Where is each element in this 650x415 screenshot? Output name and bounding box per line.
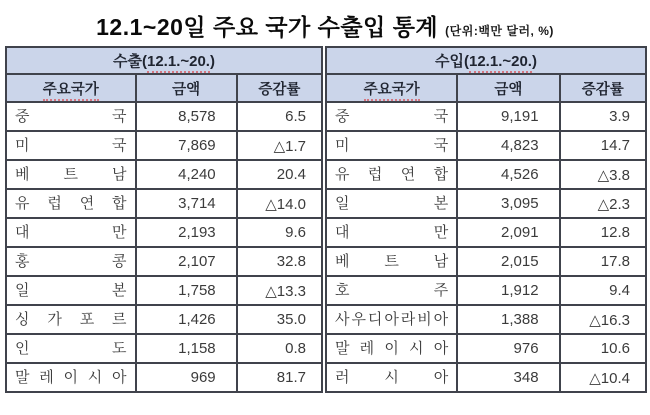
country-cell: 일 본: [6, 276, 136, 305]
amount-cell: 1,426: [136, 305, 237, 334]
import-table-body: [326, 102, 646, 392]
rate-cell: △1.7: [237, 131, 322, 160]
table-row: [6, 276, 322, 305]
country-cell: 사 우 디 아 라 비 아: [326, 305, 457, 334]
rate-cell: 14.7: [560, 131, 646, 160]
export-table-title-row: [6, 47, 322, 74]
table-row: [6, 334, 322, 363]
table-row: [326, 334, 646, 363]
amount-cell: 8,578: [136, 102, 237, 131]
rate-cell: △3.8: [560, 160, 646, 189]
country-cell: 베 트 남: [326, 247, 457, 276]
table-row: [326, 305, 646, 334]
table-row: [326, 160, 646, 189]
table-row: [326, 189, 646, 218]
amount-cell: 1,158: [136, 334, 237, 363]
amount-cell: 2,015: [457, 247, 559, 276]
rate-cell: 20.4: [237, 160, 322, 189]
col-header-country: 주요국가: [326, 74, 457, 102]
amount-cell: 7,869: [136, 131, 237, 160]
country-cell: 러 시 아: [326, 363, 457, 392]
table-row: [326, 276, 646, 305]
amount-cell: 4,526: [457, 160, 559, 189]
country-cell: 홍 콩: [6, 247, 136, 276]
table-row: [6, 247, 322, 276]
export-column-header-row: [6, 74, 322, 102]
rate-cell: 81.7: [237, 363, 322, 392]
country-cell: 말 레 이 시 아: [6, 363, 136, 392]
import-table: [325, 46, 647, 393]
rate-cell: 9.4: [560, 276, 646, 305]
table-row: [326, 102, 646, 131]
country-cell: 인 도: [6, 334, 136, 363]
amount-cell: 4,240: [136, 160, 237, 189]
rate-cell: 9.6: [237, 218, 322, 247]
table-row: [326, 247, 646, 276]
amount-cell: 969: [136, 363, 237, 392]
country-cell: 호 주: [326, 276, 457, 305]
amount-cell: 2,107: [136, 247, 237, 276]
col-header-amount: 금액: [457, 74, 559, 102]
export-table: [5, 46, 323, 393]
amount-cell: 3,714: [136, 189, 237, 218]
amount-cell: 4,823: [457, 131, 559, 160]
amount-cell: 1,388: [457, 305, 559, 334]
import-table-title: 수입(12.1.~20.): [326, 47, 646, 74]
import-column-header-row: [326, 74, 646, 102]
import-table-title-row: [326, 47, 646, 74]
rate-cell: 10.6: [560, 334, 646, 363]
rate-cell: 6.5: [237, 102, 322, 131]
table-row: [6, 102, 322, 131]
amount-cell: 348: [457, 363, 559, 392]
rate-cell: 12.8: [560, 218, 646, 247]
page-title-text: 12.1~20일 주요 국가 수출입 통계: [96, 14, 439, 40]
col-header-amount: 금액: [136, 74, 237, 102]
export-table-title: 수출(12.1.~20.): [6, 47, 322, 74]
title-unit-note: (단위:백만 달러, %): [445, 24, 554, 38]
rate-cell: △13.3: [237, 276, 322, 305]
amount-cell: 1,758: [136, 276, 237, 305]
table-row: [6, 218, 322, 247]
col-header-rate: 증감률: [237, 74, 322, 102]
country-cell: 유 럽 연 합: [326, 160, 457, 189]
country-cell: 베 트 남: [6, 160, 136, 189]
country-cell: 싱 가 포 르: [6, 305, 136, 334]
country-cell: 미 국: [6, 131, 136, 160]
rate-cell: 32.8: [237, 247, 322, 276]
export-table-body: [6, 102, 322, 392]
country-cell: 미 국: [326, 131, 457, 160]
table-row: [6, 363, 322, 392]
amount-cell: 9,191: [457, 102, 559, 131]
col-header-rate: 증감률: [560, 74, 646, 102]
col-header-country: 주요국가: [6, 74, 136, 102]
table-row: [6, 305, 322, 334]
amount-cell: 976: [457, 334, 559, 363]
amount-cell: 3,095: [457, 189, 559, 218]
rate-cell: △2.3: [560, 189, 646, 218]
country-cell: 대 만: [326, 218, 457, 247]
tables-container: [5, 46, 647, 393]
rate-cell: 0.8: [237, 334, 322, 363]
rate-cell: △16.3: [560, 305, 646, 334]
rate-cell: 3.9: [560, 102, 646, 131]
page-title: [0, 9, 650, 39]
country-cell: 유 럽 연 합: [6, 189, 136, 218]
table-row: [326, 218, 646, 247]
country-cell: 중 국: [326, 102, 457, 131]
amount-cell: 2,193: [136, 218, 237, 247]
amount-cell: 1,912: [457, 276, 559, 305]
country-cell: 중 국: [6, 102, 136, 131]
table-row: [326, 363, 646, 392]
amount-cell: 2,091: [457, 218, 559, 247]
table-row: [6, 160, 322, 189]
rate-cell: △10.4: [560, 363, 646, 392]
country-cell: 말 레 이 시 아: [326, 334, 457, 363]
table-row: [326, 131, 646, 160]
country-cell: 대 만: [6, 218, 136, 247]
table-row: [6, 189, 322, 218]
table-row: [6, 131, 322, 160]
rate-cell: △14.0: [237, 189, 322, 218]
rate-cell: 17.8: [560, 247, 646, 276]
rate-cell: 35.0: [237, 305, 322, 334]
country-cell: 일 본: [326, 189, 457, 218]
